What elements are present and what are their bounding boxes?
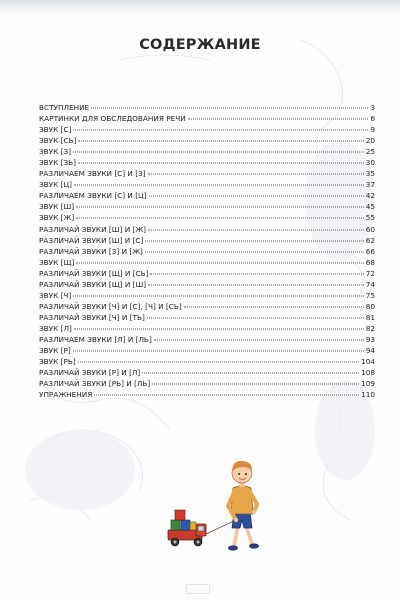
toc-page-number: 20 (365, 136, 375, 146)
toc-entry[interactable] (39, 389, 375, 400)
toc-page-number: 60 (365, 224, 375, 234)
toc-entry-title: РАЗЛИЧАЙ ЗВУКИ [Ч] И [ТЬ] (39, 312, 145, 322)
toc-page-number: 37 (365, 180, 375, 190)
toc-page-number: 82 (365, 323, 375, 333)
toc-entry[interactable] (39, 201, 375, 212)
toc-dot-leader (150, 273, 363, 274)
toc-entry[interactable] (39, 356, 375, 367)
toc-entry-title: РАЗЛИЧАЕМ ЗВУКИ [С] И [Ц] (39, 191, 147, 201)
page-footer-mark (186, 584, 210, 594)
toc-entry-title: РАЗЛИЧАЙ ЗВУКИ [Щ] И [Ш] (39, 279, 147, 289)
toc-entry-title: РАЗЛИЧАЙ ЗВУКИ [РЬ] И [ЛЬ] (39, 379, 151, 389)
toc-entry[interactable] (39, 179, 375, 190)
toc-entry[interactable] (39, 257, 375, 268)
toc-dot-leader (148, 174, 364, 175)
toc-dot-leader (149, 196, 364, 197)
toc-dot-leader (73, 130, 368, 131)
toc-entry-title: РАЗЛИЧАЙ ЗВУКИ [Р] И [Л] (39, 368, 141, 378)
toc-dot-leader (78, 163, 364, 164)
toc-entry-title: ЗВУК [Л] (39, 323, 72, 333)
toc-dot-leader (73, 351, 364, 352)
toc-entry-title: ЗВУК [З] (39, 147, 72, 157)
toc-page-number: 66 (365, 246, 375, 256)
toc-entry-title: РАЗЛИЧАЙ ЗВУКИ [Ш] И [С] (39, 235, 144, 245)
toc-entry[interactable] (39, 378, 375, 389)
toc-entry[interactable] (39, 290, 375, 301)
toc-entry-title: ЗВУК [СЬ] (39, 136, 77, 146)
toc-dot-leader (76, 218, 364, 219)
toc-entry[interactable] (39, 279, 375, 290)
toc-entry[interactable] (39, 190, 375, 201)
toc-entry-title: РАЗЛИЧАЕМ ЗВУКИ [Л] И [ЛЬ] (39, 334, 152, 344)
toc-dot-leader (188, 119, 369, 120)
toc-entry[interactable] (39, 345, 375, 356)
toc-entry-title: ЗВУК [РЬ] (39, 357, 76, 367)
toc-entry[interactable] (39, 124, 375, 135)
toc-entry[interactable] (39, 323, 375, 334)
toc-dot-leader (148, 284, 364, 285)
toc-page-number: 30 (365, 158, 375, 168)
toc-page-number: 109 (361, 379, 375, 389)
toc-dot-leader (145, 251, 364, 252)
toc-page-number: 110 (361, 390, 375, 400)
toc-entry-title: ЗВУК [Щ] (39, 257, 75, 267)
toc-entry-title: РАЗЛИЧАЕМ ЗВУКИ [С] И [З] (39, 169, 146, 179)
toc-page-number: 81 (365, 312, 375, 322)
toc-page-number: 6 (370, 114, 375, 124)
toc-entry[interactable] (39, 157, 375, 168)
toc-page-number: 94 (365, 346, 375, 356)
toc-entry-title: ЗВУК [Ш] (39, 202, 75, 212)
toc-page-number: 3 (370, 103, 375, 112)
toc-entry-title: РАЗЛИЧАЙ ЗВУКИ [З] И [Ж] (39, 246, 143, 256)
toc-dot-leader (78, 141, 363, 142)
boy-pulling-toy-truck-icon (160, 446, 270, 558)
toc-entry-title: ЗВУК [ЗЬ] (39, 158, 77, 168)
toc-dot-leader (145, 240, 363, 241)
toc-dot-leader (94, 395, 359, 396)
toc-dot-leader (147, 317, 364, 318)
toc-entry[interactable] (39, 301, 375, 312)
toc-page-number: 62 (365, 235, 375, 245)
toc-dot-leader (73, 152, 364, 153)
toc-entry[interactable] (39, 224, 375, 235)
toc-dot-leader (154, 339, 364, 340)
toc-entry-title: ЗВУК [Р] (39, 346, 71, 356)
toc-dot-leader (74, 185, 364, 186)
toc-page-number: 42 (365, 191, 375, 201)
toc-page-number: 74 (365, 279, 375, 289)
toc-entry[interactable] (39, 168, 375, 179)
toc-page-number: 104 (361, 357, 375, 367)
toc-entry[interactable] (39, 102, 375, 113)
table-of-contents (39, 102, 375, 400)
toc-entry[interactable] (39, 212, 375, 223)
toc-entry-title: ЗВУК [Ч] (39, 290, 72, 300)
toc-dot-leader (148, 229, 364, 230)
toc-entry[interactable] (39, 235, 375, 246)
toc-dot-leader (73, 295, 363, 296)
toc-page-number: 108 (361, 368, 375, 378)
toc-page-number: 72 (365, 268, 375, 278)
toc-entry[interactable] (39, 135, 375, 146)
toc-entry-title: РАЗЛИЧАЙ ЗВУКИ [Ч] И [С], [Ч] И [СЬ] (39, 301, 182, 311)
toc-dot-leader (91, 108, 368, 109)
toc-dot-leader (78, 362, 359, 363)
toc-page-number: 25 (365, 147, 375, 157)
toc-page-number: 93 (365, 334, 375, 344)
toc-dot-leader (184, 306, 364, 307)
toc-page-number: 75 (365, 290, 375, 300)
toc-page-number: 68 (365, 257, 375, 267)
toc-dot-leader (74, 328, 364, 329)
toc-entry-title: ЗВУК [С] (39, 125, 72, 135)
toc-entry-title: РАЗЛИЧАЙ ЗВУКИ [Щ] И [СЬ] (39, 268, 149, 278)
toc-entry-title: РАЗЛИЧАЙ ЗВУКИ [Ш] И [Ж] (39, 224, 147, 234)
toc-entry[interactable] (39, 113, 375, 124)
toc-dot-leader (76, 262, 363, 263)
toc-entry-title: УПРАЖНЕНИЯ (39, 390, 93, 400)
toc-page-number: 9 (370, 125, 375, 135)
toc-entry[interactable] (39, 312, 375, 323)
toc-dot-leader (152, 384, 359, 385)
toc-page-number: 55 (365, 213, 375, 223)
toc-dot-leader (142, 373, 359, 374)
toc-page-number: 35 (365, 169, 375, 179)
toc-entry-title: КАРТИНКИ ДЛЯ ОБСЛЕДОВАНИЯ РЕЧИ (39, 114, 186, 124)
toc-dot-leader (76, 207, 364, 208)
page-title: СОДЕРЖАНИЕ (139, 37, 261, 53)
toc-entry[interactable] (39, 367, 375, 378)
toc-entry[interactable] (39, 334, 375, 345)
toc-entry-title: ЗВУК [Ж] (39, 213, 75, 223)
toc-entry-title: ЗВУК [Ц] (39, 180, 72, 190)
toc-page-number: 45 (365, 202, 375, 212)
toc-entry[interactable] (39, 268, 375, 279)
toc-page-number: 80 (365, 301, 375, 311)
toc-entry[interactable] (39, 146, 375, 157)
toc-entry-title: ВСТУПЛЕНИЕ (39, 103, 90, 112)
toc-entry[interactable] (39, 246, 375, 257)
